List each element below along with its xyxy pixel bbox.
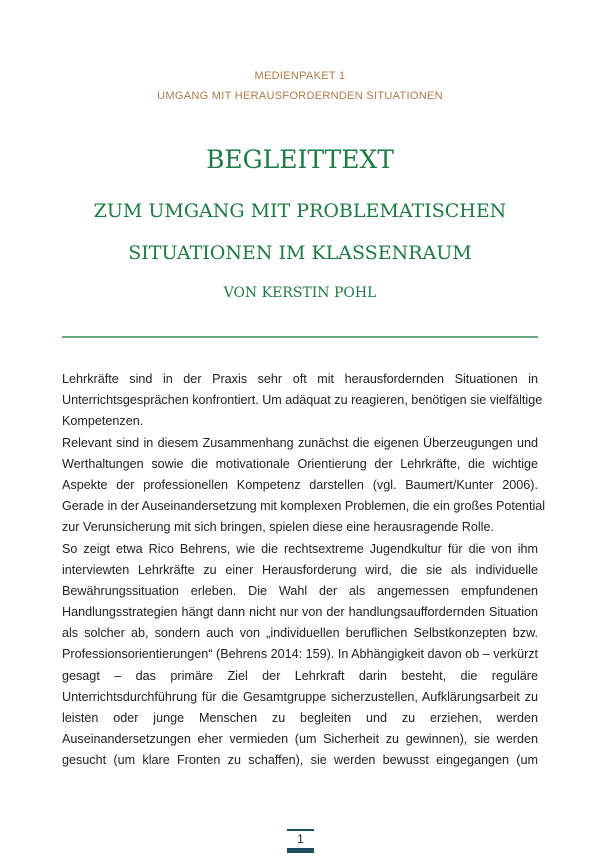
body-line: interviewten Lehrkräfte zu einer Herausforderung wird, die sie als individuelle — [62, 562, 538, 577]
body-line: Lehrkräfte sind in der Praxis sehr oft mit herausfordernden Situationen in — [62, 372, 538, 386]
body-line: Bewährungssituation erleben. Die Wahl der als angemessen empfundenen — [62, 583, 538, 598]
body-line: Unterrichtsgesprächen konfrontiert. Um adäquat zu reagieren, benötigen sie vielfältige — [62, 393, 543, 408]
body-line: Professionsorientierungen“ (Behrens 2014: 159). In Abhängigkeit davon ob – verkürzt — [62, 647, 539, 662]
header-package: MEDIENPAKET 1 — [254, 70, 346, 82]
body-line: Handlungsstrategien hängt dann nicht nur von der handlungsauffordernden Situation — [62, 605, 538, 620]
body-line: So zeigt etwa Rico Behrens, wie die rechtsextreme Jugendkultur für die von ihm — [62, 541, 538, 556]
header-topic: UMGANG MIT HERAUSFORDERNDEN SITUATIONEN — [157, 90, 443, 102]
body-text — [62, 369, 546, 772]
body-line: Auseinandersetzungen eher vermieden (um Sicherheit zu gewinnen), sie werden — [62, 732, 538, 747]
page-title: BEGLEITTEXT — [206, 145, 394, 174]
author: VON KERSTIN POHL — [223, 285, 377, 301]
subtitle-line-1: ZUM UMGANG MIT PROBLEMATISCHEN — [93, 200, 507, 222]
subtitle-line-2: SITUATIONEN IM KLASSENRAUM — [128, 242, 472, 264]
page-number: 1 — [297, 832, 304, 846]
body-line: Kompetenzen. — [62, 414, 144, 429]
body-line: Aspekte der professionellen Kompetenz darstellen (vgl. Baumert/Kunter 2006). — [62, 477, 538, 492]
page-number-bottom-bar — [287, 848, 314, 853]
page-number-top-rule — [287, 829, 314, 831]
body-line: Gerade in der Auseinandersetzung mit komplexen Problemen, die ein großes Potential — [62, 499, 546, 514]
body-line: gesagt – das primäre Ziel der Lehrkraft darin besteht, die reguläre — [62, 668, 538, 683]
title-divider — [62, 336, 538, 338]
body-line: zur Verunsicherung mit sich bringen, spielen diese eine herausragende Rolle. — [62, 520, 494, 535]
body-line: gesucht (um klare Fronten zu schaffen), sie werden bewusst eingegangen (um — [62, 753, 538, 768]
body-line: leisten oder junge Menschen zu begleiten und zu erziehen, werden — [62, 711, 538, 725]
body-line: Werthaltungen sowie die motivationale Orientierung der Lehrkräfte, die wichtige — [62, 456, 538, 471]
body-line: als solcher ab, sondern auch von „individuellen beruflichen Selbstkonzepten bzw. — [62, 626, 538, 641]
body-line: Unterrichtsdurchführung für die Gesamtgruppe sicherzustellen, Aufklärungsarbeit zu — [62, 689, 538, 704]
body-line: Relevant sind in diesem Zusammenhang zunächst die eigenen Überzeugungen und — [62, 435, 538, 450]
